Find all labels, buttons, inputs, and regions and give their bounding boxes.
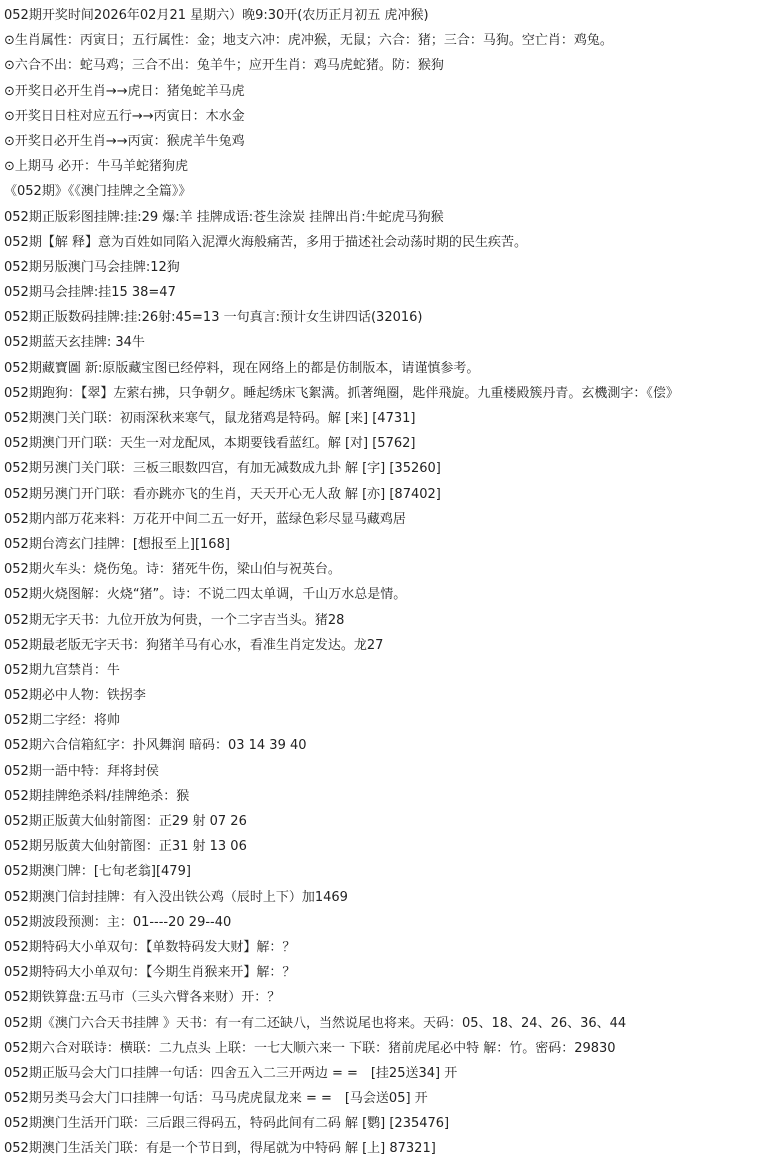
text-line: 052期铁算盘:五马市（三头六臂各来财）开：？: [4, 990, 281, 1006]
text-line: 052期另澳门开门联：看亦跳亦飞的生肖，天天开心无人敌 解 [亦] [87402]: [4, 486, 441, 502]
text-line: 052期澳门关门联：初雨深秋来寒气，鼠龙猪鸡是特码。解 [来] [4731]: [4, 411, 416, 426]
text-line: 052期六合信箱紅字：扑风舞润 暗码：03 14 39 40: [4, 738, 307, 754]
text-line: 052期火烧图解：火烧“猪”。诗：不说二四太单调，千山万水总是情。: [4, 587, 407, 603]
text-line: 052期正版马会大门口挂牌一句话：四舍五入二三开两边 = = [挂25送34] 开: [4, 1065, 458, 1081]
text-line: 052期正版黄大仙射箭图：正29 射 07 26: [4, 814, 247, 829]
text-line: 052期无字天书：九位开放为何贵，一个二字吉当头。猪28: [4, 612, 345, 628]
draw-time-line: 052期开奖时间2026年02月21 星期六）晚9:30开(农历正月初五 虎冲猴): [4, 8, 429, 23]
text-line: 052期另类马会大门口挂牌一句话：马马虎虎鼠龙来 = = [马会送05] 开: [4, 1091, 428, 1107]
zodiac-attribute-line: ⊙生肖属性：丙寅日；五行属性：金；地支六冲：虎冲猴，无鼠；六合：猪；三合：马狗。空亡肖：鸡兔。: [4, 33, 613, 49]
bingyin-zodiac-line: ⊙开奖日必开生肖→→丙寅：猴虎羊牛兔鸡: [4, 133, 245, 149]
text-line: 052期跑狗：【翠】左萦右拂，只争朝夕。睡起绣床飞絮满。抓著绳圈，匙伴飛旋。九重楼殿簇丹青。玄機測字：《偿》: [4, 385, 679, 401]
text-line: 052期另版黄大仙射箭图：正31 射 13 06: [4, 839, 247, 855]
tiger-day-zodiac-line: ⊙开奖日必开生肖→→虎日：猪兔蛇羊马虎: [4, 83, 245, 99]
text-line: 052期火车头：烧伤兔。诗：猪死牛伤，梁山伯与祝英台。: [4, 562, 341, 578]
text-line: 052期二字经：将帅: [4, 713, 120, 729]
text-line: 052期必中人物：铁拐李: [4, 688, 146, 704]
text-line: 052期正版彩图挂牌:挂:29 爆:羊 挂牌成语:苍生涂炭 挂牌出肖:牛蛇虎马狗猴: [4, 209, 444, 225]
text-line: 052期台湾玄门挂牌：[想报至上][168]: [4, 536, 230, 552]
text-line: 052期波段预测：主：01----20 29--40: [4, 914, 232, 930]
text-line: 052期澳门信封挂牌：有入没出铁公鸡（辰时上下）加1469: [4, 889, 348, 905]
text-line: 052期藏寶圖 新:原版藏宝图已经停料，现在网络上的都是仿制版本，请谨慎参考。: [4, 360, 480, 376]
text-line: 052期澳门牌：[七旬老翁][479]: [4, 864, 191, 880]
text-line: 052期马会挂牌:挂15 38=47: [4, 285, 176, 301]
text-line: 052期澳门开门联：天生一对龙配凤，本期要钱看蓝红。解 [对] [5762]: [4, 436, 416, 452]
text-line: 052期特码大小单双句：【今期生肖猴来开】解：？: [4, 965, 296, 981]
day-pillar-elements-line: ⊙开奖日日柱对应五行→→丙寅日：木水金: [4, 108, 245, 124]
text-line: 052期蓝天玄挂牌: 34牛: [4, 335, 145, 351]
section-heading: 《052期》《《澳门挂牌之全篇》》: [4, 184, 192, 200]
previous-horse-line: ⊙上期马 必开：牛马羊蛇猪狗虎: [4, 159, 189, 175]
text-line: 052期正版数码挂牌:挂:26射:45=13 一句真言:预计女生讲四话(32016): [4, 310, 423, 326]
text-line: 052期澳门生活开门联：三后跟三得码五，特码此间有二码 解 [鹦] [235476]: [4, 1116, 450, 1132]
text-line: 052期一語中特：拜将封侯: [4, 763, 159, 779]
document-body: [4, 3, 779, 1162]
text-line: 052期另澳门关门联：三板三眼数四宫，有加无减数成九卦 解 [字] [35260]: [4, 461, 441, 477]
text-line: 052期另版澳门马会挂牌:12狗: [4, 259, 180, 275]
text-line: 052期【解 释】意为百姓如同陷入泥潭火海般痛苦，多用于描述社会动荡时期的民生疾苦。: [4, 234, 527, 250]
text-line: 052期挂牌绝杀料/挂牌绝杀：猴: [4, 788, 190, 804]
text-line: 052期《澳门六合天书挂牌 》天书：有一有二还缺八，当然说尾也将来。天码：05、18、24、26、36、44: [4, 1015, 627, 1031]
text-line: 052期特码大小单双句：【单数特码发大财】解：？: [4, 939, 296, 955]
text-line: 052期澳门生活关门联：有是一个节日到，得尾就为中特码 解 [上] 87321]: [4, 1141, 436, 1157]
text-line: 052期最老版无字天书：狗猪羊马有心水，看准生肖定发达。龙27: [4, 637, 384, 653]
text-line: 052期内部万花来料：万花开中间二五一好开，蓝绿色彩尽显马藏鸡居: [4, 511, 406, 527]
text-line: 052期九宫禁肖：牛: [4, 662, 120, 678]
text-line: 052期六合对联诗：横联：二九点头 上联：一七大顺六来一 下联：猪前虎尾必中特 解：竹。密码：29830: [4, 1040, 616, 1056]
liuhe-exclusion-line: ⊙六合不出：蛇马鸡；三合不出：兔羊牛；应开生肖：鸡马虎蛇猪。防：猴狗: [4, 58, 444, 74]
